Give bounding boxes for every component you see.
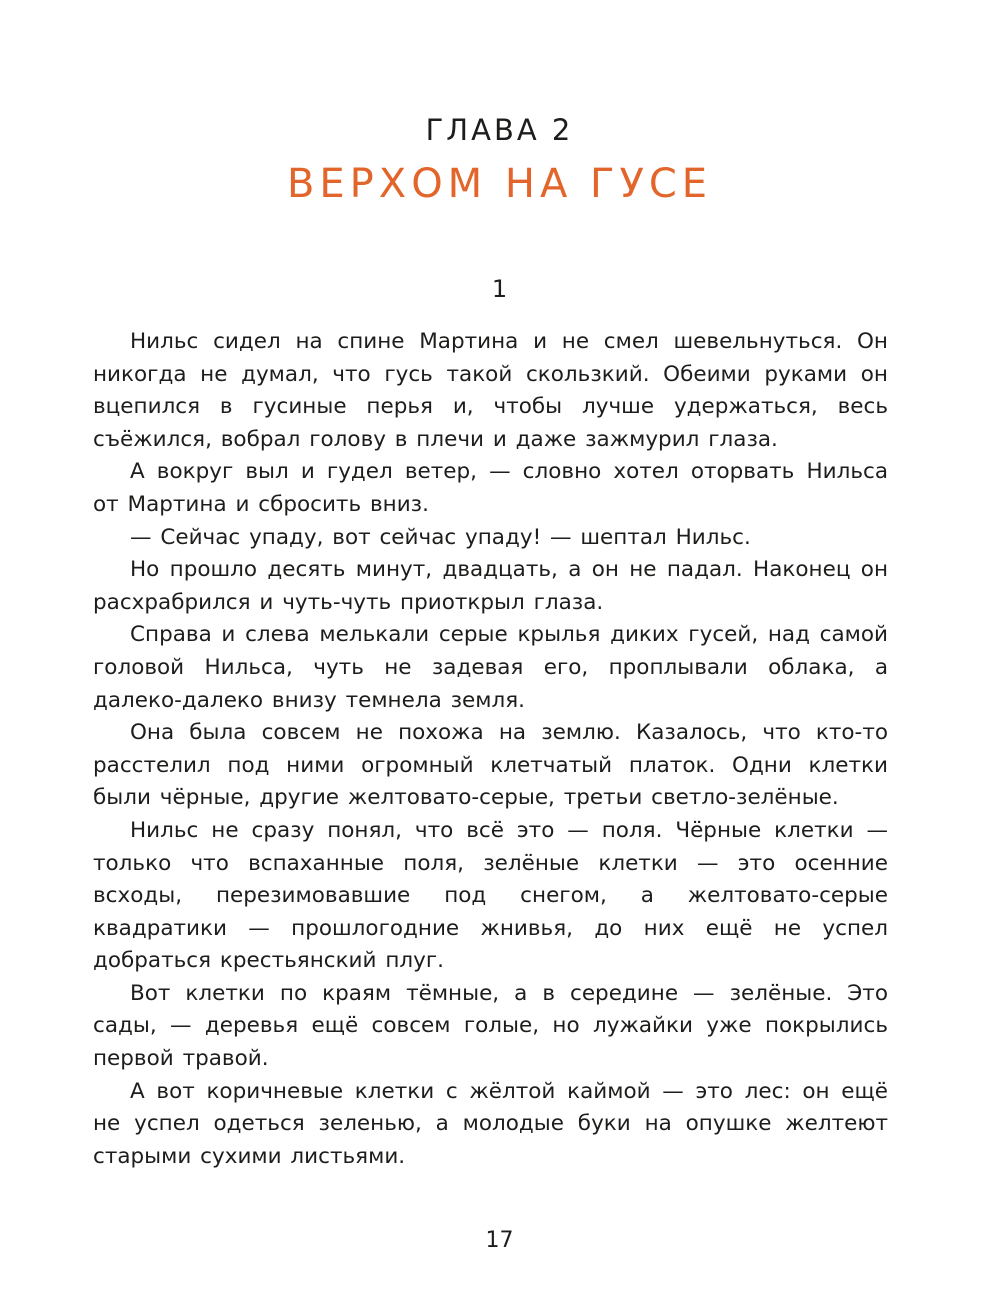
paragraph: Нильс не сразу понял, что всё это — поля. Чёрные клетки — только что вспаханные поля, зелёные клетки — это осенние всходы, перезимовавшие под снегом, а желтовато-серые квадратики — прошлогодние жнивья, до них ещё не успел добраться крестьянский плуг.: [93, 817, 888, 974]
paragraph: Справа и слева мелькали серые крылья диких гусей, над самой головой Нильса, чуть не задевая его, проплывали облака, а далеко-далеко внизу темнела земля.: [93, 622, 888, 713]
paragraph: Вот клетки по краям тёмные, а в середине — зелёные. Это сады, — деревья ещё совсем голые, но лужайки уже покрылись первой травой.: [93, 980, 888, 1072]
text-body: [93, 326, 888, 1173]
paragraph: Нильс сидел на спине Мартина и не смел шевельнуться. Он никогда не думал, что гусь такой скользкий. Обеими руками он вцепился в гусиные перья и, чтобы лучше удержаться, весь съёжился, вобрал голову в плечи и даже зажмурил глаза.: [93, 329, 888, 452]
chapter-title: ВЕРХОМ НА ГУСЕ: [286, 161, 713, 207]
chapter-label: ГЛАВА 2: [425, 113, 574, 147]
paragraph: А вокруг выл и гудел ветер, — словно хотел оторвать Нильса от Мартина и сбросить вниз.: [93, 459, 888, 517]
page-number: 17: [485, 1228, 514, 1253]
paragraph: А вот коричневые клетки с жёлтой каймой — это лес: он ещё не успел одеться зеленью, а молодые буки на опушке желтеют старыми сухими листьями.: [93, 1078, 888, 1169]
section-number: 1: [491, 275, 508, 303]
paragraph: Но прошло десять минут, двадцать, а он не падал. Наконец он расхрабрился и чуть-чуть приоткрыл глаза.: [93, 557, 888, 615]
paragraph: — Сейчас упаду, вот сейчас упаду! — шептал Нильс.: [130, 524, 751, 550]
paragraph: Она была совсем не похожа на землю. Казалось, что кто-то расстелил под ними огромный клетчатый платок. Одни клетки были чёрные, другие желтовато-серые, третьи светло-зелёные.: [93, 720, 888, 811]
